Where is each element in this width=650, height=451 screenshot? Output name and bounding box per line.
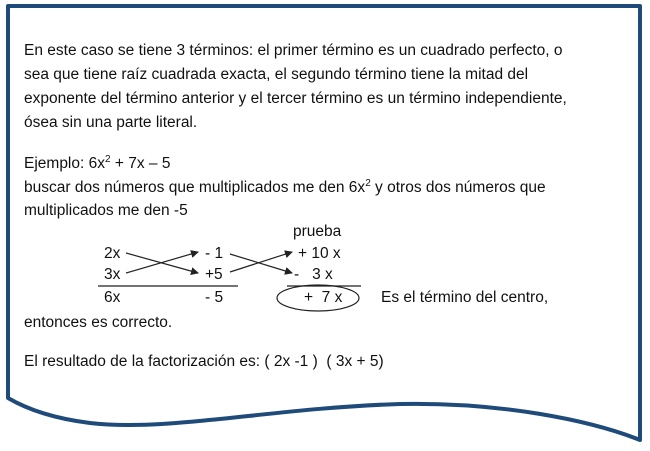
example-label-suffix: + 7x – 5 [110,155,171,172]
right-col-1: - 1 [205,245,224,262]
example-line-2-suffix: y otros dos números que [370,179,546,196]
left-col-1: 2x [104,245,121,262]
left-col-3: 6x [104,289,121,306]
example-exponent: 2 [104,154,111,165]
center-term-note: Es el término del centro, [381,289,549,306]
right-col-2: +5 [205,266,223,283]
right-col-3: - 5 [205,289,224,306]
example-line-3: multiplicados me den -5 [24,202,188,219]
example-label [24,156,170,172]
example-line-2-exponent: 2 [365,178,371,189]
prueba-value-2: - 3 x [294,266,333,283]
example-label-prefix: Ejemplo: 6x [24,155,105,172]
left-col-2: 3x [104,266,121,283]
example-line-2 [24,180,546,196]
paragraph-line-2: sea que tiene raíz cuadrada exacta, el segundo término tiene la mitad del [24,66,529,83]
paragraph-line-3: exponente del término anterior y el tercer término es un término independiente, [24,90,567,107]
conclusion-line: entonces es correcto. [24,314,173,331]
paragraph-line-4: ósea sin una parte literal. [24,114,198,131]
prueba-label: prueba [293,223,342,240]
prueba-value-1: + 10 x [298,245,341,262]
paragraph-line-1: En este caso se tiene 3 términos: el primer término es un cuadrado perfecto, o [24,42,563,59]
prueba-value-3: + 7 x [304,289,343,306]
example-line-2-prefix: buscar dos números que multiplicados me den 6x [24,179,366,196]
factorization-result: El resultado de la factorización es: ( 2x -1 ) ( 3x + 5) [24,353,384,370]
